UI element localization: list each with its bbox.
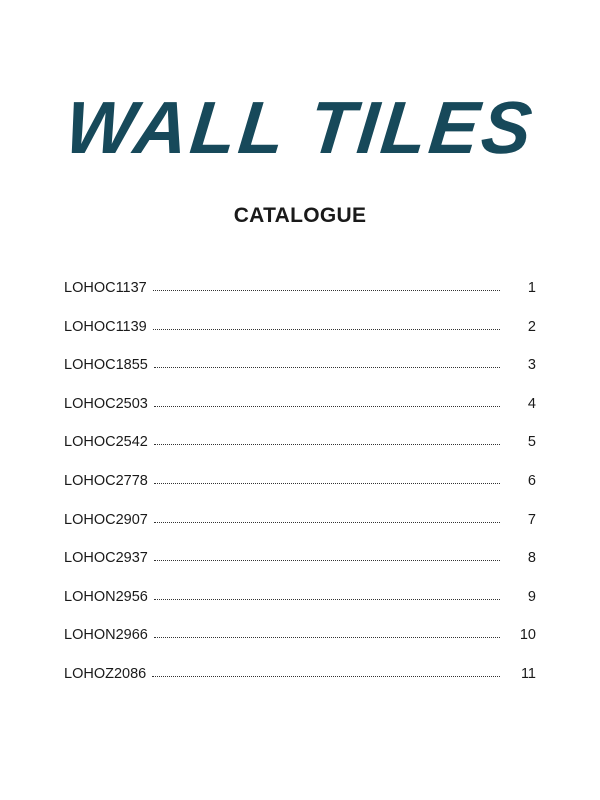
toc-leader-dots (154, 559, 500, 561)
toc-leader-dots (154, 636, 500, 638)
toc-leader-dots (154, 405, 500, 407)
toc-entry-page: 7 (527, 511, 536, 528)
toc-entry[interactable] (64, 473, 536, 512)
toc-entry-page: 4 (527, 395, 536, 412)
toc-leader-dots (154, 521, 500, 523)
toc-entry-page: 8 (527, 550, 536, 567)
table-of-contents (64, 280, 536, 705)
toc-leader-dots (154, 598, 500, 600)
toc-entry[interactable] (64, 357, 536, 396)
toc-entry[interactable] (64, 434, 536, 473)
page-subtitle: CATALOGUE (233, 204, 367, 227)
toc-entry[interactable] (64, 396, 536, 435)
toc-entry-page: 11 (520, 665, 536, 682)
toc-entry-code: LOHOC1855 (64, 357, 148, 374)
toc-entry-page: 6 (527, 472, 536, 489)
toc-entry-code: LOHOC2907 (64, 511, 148, 528)
toc-entry[interactable] (64, 627, 536, 666)
toc-leader-dots (152, 675, 500, 677)
page-title: WALL TILES (61, 86, 539, 169)
toc-entry-code: LOHOC1137 (64, 280, 147, 296)
toc-leader-dots (154, 482, 500, 484)
toc-entry-page: 9 (527, 588, 536, 605)
toc-leader-dots (153, 328, 500, 330)
toc-leader-dots (153, 289, 500, 291)
toc-entry-code: LOHOC2778 (64, 472, 148, 489)
toc-leader-dots (154, 366, 500, 368)
toc-entry-page: 3 (527, 357, 536, 374)
toc-entry[interactable] (64, 589, 536, 628)
toc-entry-code: LOHOZ2086 (64, 665, 147, 682)
toc-leader-dots (154, 443, 500, 445)
toc-entry[interactable] (64, 512, 536, 551)
toc-entry[interactable] (64, 666, 536, 705)
toc-entry-code: LOHOC2503 (64, 395, 148, 412)
toc-entry-code: LOHOC2937 (64, 550, 148, 567)
toc-entry-page: 2 (527, 318, 536, 335)
toc-entry-code: LOHOC1139 (64, 318, 147, 335)
toc-entry[interactable] (64, 280, 536, 319)
toc-entry-page: 1 (527, 280, 536, 296)
toc-entry[interactable] (64, 319, 536, 358)
toc-entry-code: LOHON2966 (64, 627, 148, 644)
toc-entry[interactable] (64, 550, 536, 589)
toc-entry-code: LOHON2956 (64, 588, 148, 605)
toc-entry-page: 5 (527, 434, 536, 451)
toc-entry-code: LOHOC2542 (64, 434, 148, 451)
toc-entry-page: 10 (519, 627, 536, 644)
